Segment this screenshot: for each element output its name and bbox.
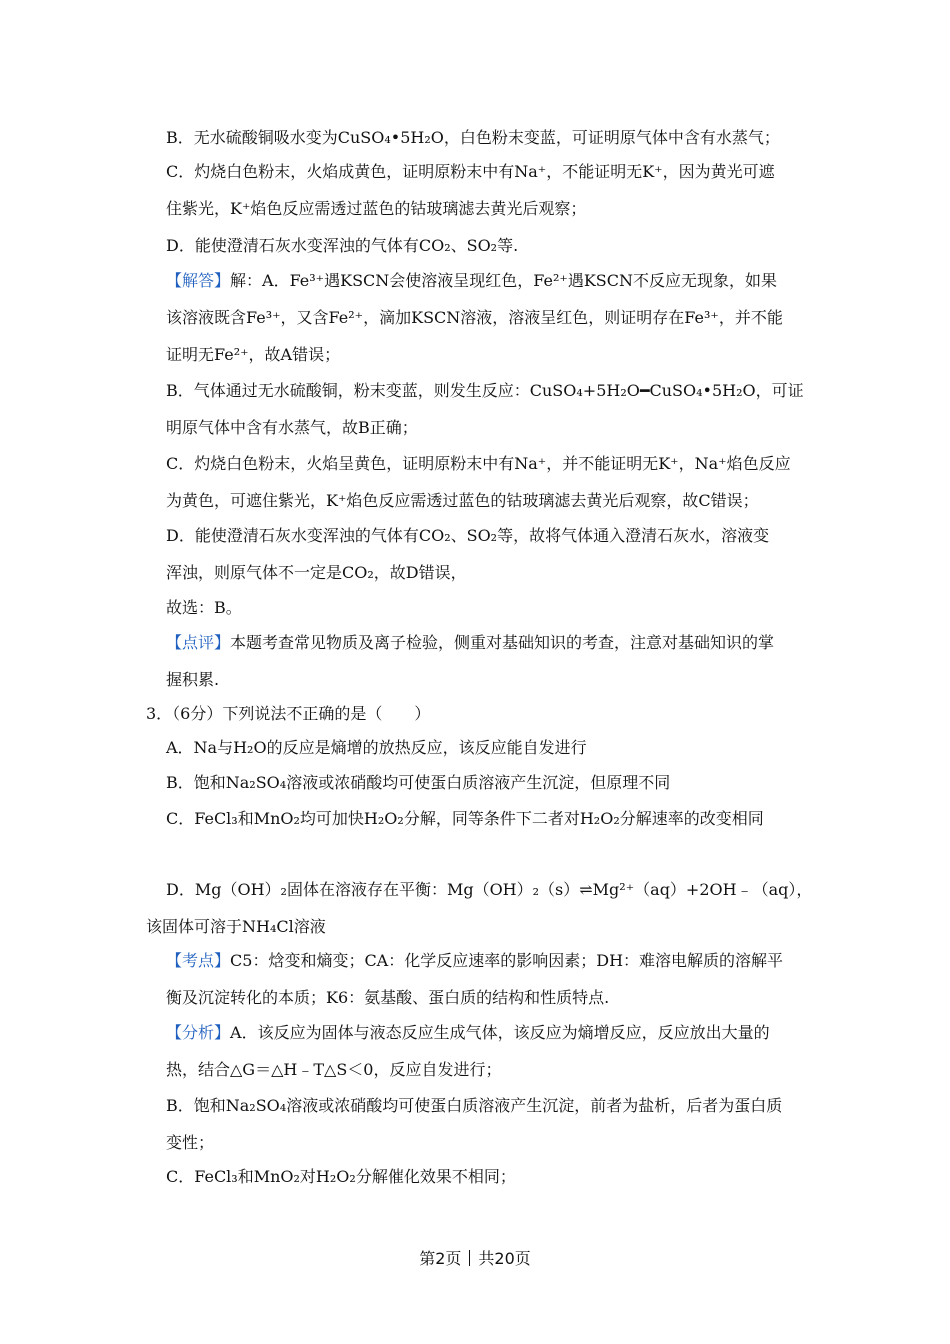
option-a: A．Na与H₂O的反应是熵增的放热反应，该反应能自发进行 (166, 738, 587, 757)
text-line: C．灼烧白色粉末，火焰呈黄色，证明原粉末中有Na⁺，并不能证明无K⁺，Na⁺焰色反应 (166, 454, 791, 473)
text-line: C．FeCl₃和MnO₂对H₂O₂分解催化效果不相同； (166, 1167, 516, 1186)
text-line: 变性； (166, 1133, 215, 1152)
option-b: B．饱和Na₂SO₄溶液或浓硝酸均可使蛋白质溶液产生沉淀，但原理不同 (166, 773, 671, 792)
page-footer (0, 1246, 950, 1269)
text-line: B．无水硫酸铜吸水变为CuSO₄•5H₂O，白色粉末变蓝，可证明原气体中含有水蒸气； (166, 128, 780, 147)
section-tag-topic: 【考点】 (166, 951, 231, 970)
text-line: 故选：B。 (166, 598, 242, 617)
text-line: 证明无Fe²⁺，故A错误； (166, 345, 341, 364)
text-line: 该固体可溶于NH₄Cl溶液 (146, 917, 326, 936)
text-line: D．能使澄清石灰水变浑浊的气体有CO₂、SO₂等，故将气体通入澄清石灰水，溶液变 (166, 526, 770, 545)
text-line: 【点评】本题考查常见物质及离子检验，侧重对基础知识的考查，注意对基础知识的掌 (166, 633, 775, 652)
text-line: 【分析】A．该反应为固体与液态反应生成气体，该反应为熵增反应，反应放出大量的 (166, 1023, 770, 1042)
section-tag-comment: 【点评】 (166, 633, 231, 652)
text-line: 明原气体中含有水蒸气，故B正确； (166, 418, 418, 437)
text-line: 衡及沉淀转化的本质；K6：氨基酸、蛋白质的结构和性质特点. (166, 988, 610, 1007)
text-line: B．气体通过无水硫酸铜，粉末变蓝，则发生反应：CuSO₄+5H₂O━CuSO₄•5H₂O，可证 (166, 381, 804, 400)
section-tag-answer: 【解答】 (166, 271, 231, 290)
text-line: 【解答】解：A．Fe³⁺遇KSCN会使溶液呈现红色，Fe²⁺遇KSCN不反应无现象，如果 (166, 271, 777, 290)
text-line: C．灼烧白色粉末，火焰成黄色，证明原粉末中有Na⁺，不能证明无K⁺，因为黄光可遮 (166, 162, 775, 181)
text-line: 该溶液既含Fe³⁺，又含Fe²⁺，滴加KSCN溶液，溶液呈红色，则证明存在Fe³⁺，并不能 (166, 308, 783, 327)
text-line: 握积累. (166, 670, 220, 689)
option-c: C．FeCl₃和MnO₂均可加快H₂O₂分解，同等条件下二者对H₂O₂分解速率的改变相同 (166, 809, 764, 828)
text-line: 住紫光，K⁺焰色反应需透过蓝色的钴玻璃滤去黄光后观察； (166, 199, 587, 218)
question-stem: 3．（6分）下列说法不正确的是（ ） (146, 704, 431, 723)
section-tag-analysis: 【分析】 (166, 1023, 231, 1042)
footer-divider (469, 1250, 470, 1266)
text-line: D．能使澄清石灰水变浑浊的气体有CO₂、SO₂等. (166, 236, 519, 255)
text-line: 为黄色，可遮住紫光，K⁺焰色反应需透过蓝色的钴玻璃滤去黄光后观察，故C错误； (166, 491, 759, 510)
page-total: 共20页 (478, 1249, 531, 1268)
text-line: B．饱和Na₂SO₄溶液或浓硝酸均可使蛋白质溶液产生沉淀，前者为盐析，后者为蛋白质 (166, 1096, 783, 1115)
text-line: 热，结合△G＝△H﹣T△S＜0，反应自发进行； (166, 1060, 502, 1079)
text-line: 【考点】C5：焓变和熵变；CA：化学反应速率的影响因素；DH：难溶电解质的溶解平 (166, 951, 784, 970)
option-d: D．Mg（OH）₂固体在溶液存在平衡：Mg（OH）₂（s）⇌Mg²⁺（aq）+2OH﹣（aq）， (166, 880, 813, 899)
page-current: 第2页 (419, 1249, 462, 1268)
text-line: 浑浊，则原气体不一定是CO₂，故D错误， (166, 563, 467, 582)
